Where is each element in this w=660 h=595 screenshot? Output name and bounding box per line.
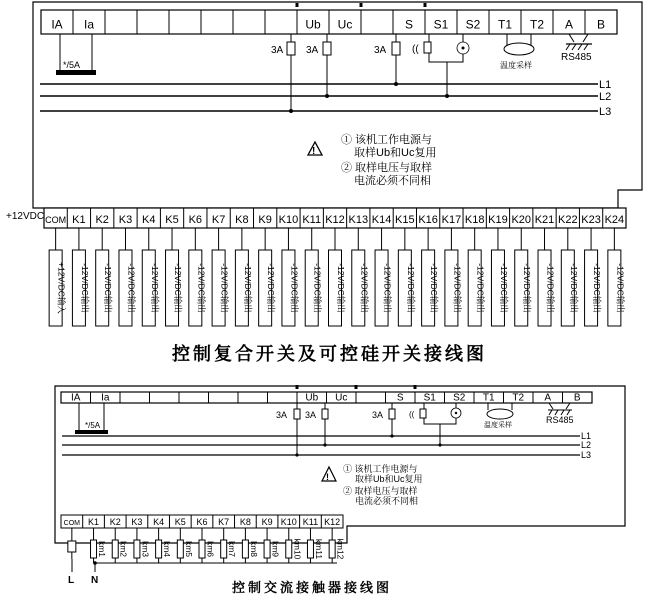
coil-label-7: km7: [227, 540, 238, 558]
sound-waves-icon: ((: [412, 44, 419, 55]
ssr-module-label-4: -12V/DC输出: [149, 263, 160, 313]
fuse-label-s: 3A: [374, 45, 387, 56]
current-transformer: [56, 34, 96, 75]
note2-line-3: ② 取样电压与取样: [343, 486, 418, 496]
bottom-terminal-20: K20: [511, 214, 532, 226]
bottom-terminal-11: K11: [302, 214, 322, 226]
bottom-terminal-23: K23: [581, 214, 601, 226]
bottom2-terminal-5: K5: [174, 517, 186, 527]
warning-icon-2: [322, 467, 336, 481]
bottom-terminal-8: K8: [235, 214, 249, 226]
ssr-module-label-15: -12V/DC输出: [405, 263, 416, 313]
ssr-module-label-21: -12V/DC输出: [545, 263, 556, 313]
contactor-coil-8: [242, 540, 248, 558]
contactor-coil-9: [264, 540, 270, 558]
top2-terminal-8: Ub: [305, 392, 319, 404]
ssr-module-label-1: -12V/DC输出: [79, 263, 90, 313]
alarm-and-fan-2: [409, 403, 461, 447]
contactor-coil-5: [177, 540, 183, 558]
top2-terminal-13: S2: [453, 392, 466, 404]
buzzer-icon-2: [420, 409, 426, 418]
sound-waves-icon-2: ((: [409, 410, 415, 419]
ssr-module-label-6: -12V/DC输出: [196, 263, 207, 313]
top-terminal-13: S2: [465, 17, 481, 32]
sensor-icon: [504, 43, 534, 55]
ssr-module-label-0: +12V/DC输入: [56, 262, 67, 314]
bottom2-terminal-9: K9: [261, 517, 273, 527]
note-line-3: ② 取样电压与取样: [341, 162, 433, 174]
ssr-module-label-9: -12V/DC输出: [266, 263, 277, 313]
bottom2-terminal-8: K8: [239, 517, 251, 527]
ssr-module-label-13: -12V/DC输出: [359, 263, 370, 313]
ssr-module-label-19: -12V/DC输出: [498, 263, 509, 313]
fuse2-label-ub: 3A: [276, 410, 288, 420]
top-terminal-9: Uc: [337, 17, 353, 32]
bottom-terminal-21: K21: [534, 214, 555, 226]
caption-2: 控制交流接触器接线图: [232, 580, 393, 595]
note2-line-1: ① 该机工作电源与: [343, 464, 418, 474]
contactor-coil-7: [221, 540, 227, 558]
top2-terminal-11: S: [396, 392, 404, 404]
ssr-module-label-10: -12V/DC输出: [289, 263, 300, 313]
coil-label-8: km8: [248, 540, 259, 558]
bottom2-terminal-11: K11: [302, 517, 319, 527]
contactor-coil-1: [91, 540, 97, 558]
ssr-module-label-14: -12V/DC输出: [382, 263, 393, 313]
bottom2-terminal-1: K1: [88, 517, 100, 527]
ssr-module-label-11: -12V/DC输出: [312, 263, 323, 313]
buzzer-icon: [424, 42, 431, 53]
temperature-sensor-1: [500, 34, 534, 70]
svg-text:!: !: [326, 472, 329, 482]
contactor-coil-3: [134, 540, 140, 558]
top2-terminal-0: IA: [71, 392, 81, 404]
ssr-module-label-20: -12V/DC输出: [522, 263, 533, 313]
ssr-module-label-22: -12V/DC输出: [568, 263, 579, 313]
top-terminal-15: T2: [529, 17, 545, 32]
ssr-modules: [49, 228, 625, 326]
line-label-l2: L2: [599, 91, 612, 103]
contactor-coil-12: [329, 540, 335, 558]
warning-notes-1: [308, 132, 437, 187]
bottom2-terminal-2: K2: [109, 517, 121, 527]
bottom-terminal-1: K1: [72, 214, 86, 226]
bottom2-terminal-6: K6: [196, 517, 208, 527]
ct-label-2: */5A: [85, 421, 101, 430]
coil-label-11: km11: [313, 538, 324, 560]
contactor-coil-6: [199, 540, 205, 558]
bottom2-terminal-7: K7: [218, 517, 230, 527]
bottom-terminal-15: K15: [395, 214, 415, 226]
bottom2-terminal-3: K3: [131, 517, 143, 527]
neutral-label-n: N: [91, 575, 99, 586]
ssr-module-label-16: -12V/DC输出: [429, 263, 440, 313]
rs485-label: RS485: [561, 52, 592, 63]
line2-label-l1: L1: [581, 431, 592, 441]
bottom-terminal-19: K19: [488, 214, 508, 226]
bottom-terminal-3: K3: [118, 214, 133, 226]
bottom-terminal-12: K12: [325, 214, 345, 226]
note2-line-2: 取样Ub和Uc复用: [355, 474, 423, 484]
current-transformer-2: [75, 403, 108, 434]
line-label-l3: L3: [599, 106, 612, 118]
ssr-module-label-7: -12V/DC输出: [219, 263, 230, 313]
fuse-label-ub: 3A: [271, 45, 284, 56]
fuses-1: [271, 34, 400, 113]
bottom2-terminal-4: K4: [153, 517, 165, 527]
bus-lines-1: [40, 79, 611, 118]
bottom2-terminal-0: COM: [63, 520, 81, 527]
top-terminal-1: Ia: [83, 17, 95, 32]
sensor-label-2: 温度采样: [484, 422, 512, 429]
coil-label-2: km2: [118, 540, 129, 558]
ssr-module-label-5: -12V/DC输出: [173, 263, 184, 313]
rs485-port-1: [561, 34, 592, 63]
top-terminal-11: S: [404, 17, 414, 32]
ssr-module-label-2: -12V/DC输出: [103, 263, 114, 313]
contactor-coils: [68, 528, 346, 563]
coil-label-12: km12: [335, 538, 346, 560]
fuse2-label-uc: 3A: [305, 410, 317, 420]
bottom-terminal-5: K5: [165, 214, 179, 226]
contactor-coil-10: [286, 540, 292, 558]
top-terminal-16: A: [564, 17, 574, 32]
ssr-module-label-18: -12V/DC输出: [475, 263, 486, 313]
temperature-sensor-2: [484, 403, 513, 429]
fuse-label-uc: 3A: [306, 45, 319, 56]
bottom-terminal-14: K14: [371, 214, 392, 226]
ct-label: */5A: [63, 60, 81, 70]
bottom2-terminal-12: K12: [324, 517, 341, 527]
neutral-label-l: L: [68, 575, 75, 586]
fuse2-label-s: 3A: [372, 410, 384, 420]
top-terminal-17: B: [596, 17, 606, 32]
bottom-terminal-0: COM: [45, 215, 67, 225]
top-terminal-strip-2: [61, 385, 592, 404]
line2-label-l3: L3: [581, 450, 592, 460]
bottom-terminal-9: K9: [258, 214, 272, 226]
bottom-terminal-13: K13: [348, 214, 369, 226]
bottom-terminal-10: K10: [278, 214, 299, 226]
bottom-terminal-22: K22: [558, 214, 578, 226]
top2-terminal-9: Uc: [335, 392, 348, 404]
line2-label-l2: L2: [581, 440, 592, 450]
bottom-terminal-18: K18: [464, 214, 485, 226]
warning-notes-2: [322, 463, 423, 506]
bottom2-terminal-10: K10: [280, 517, 297, 527]
ssr-module-label-23: -12V/DC输出: [592, 263, 603, 313]
top-terminal-12: S1: [433, 17, 449, 32]
coil-label-9: km9: [270, 540, 281, 558]
note-line-1: ① 该机工作电源与: [341, 134, 433, 146]
top2-terminal-12: S1: [423, 392, 436, 404]
sensor-icon-2: [487, 409, 513, 419]
bottom-terminal-16: K16: [418, 214, 438, 226]
ssr-module-label-8: -12V/DC输出: [242, 263, 253, 313]
note-line-2: 取样Ub和Uc复用: [354, 147, 437, 159]
top-terminal-14: T1: [497, 17, 513, 32]
bottom-terminal-strip-1: [44, 208, 626, 228]
contactor-coil-2: [112, 540, 118, 558]
bottom-terminal-17: K17: [441, 214, 462, 226]
fuses-2: [276, 403, 395, 457]
bottom-terminal-4: K4: [142, 214, 156, 226]
coil-label-4: km4: [162, 540, 173, 558]
contactor-coil-11: [307, 540, 313, 558]
com-fuse: [68, 541, 76, 552]
coil-label-10: km10: [292, 538, 303, 560]
ssr-module-label-3: -12V/DC输出: [126, 263, 137, 313]
line-label-l1: L1: [599, 79, 612, 91]
caption-1: 控制复合开关及可控硅开关接线图: [172, 344, 487, 364]
bottom-terminal-2: K2: [95, 214, 109, 226]
coil-label-3: km3: [140, 540, 151, 558]
top2-terminal-14: T1: [482, 392, 495, 404]
bottom-terminal-strip-2: [61, 515, 343, 528]
top-terminal-0: IA: [51, 17, 63, 32]
note2-line-4: 电流必须不同相: [355, 496, 419, 506]
bottom-terminal-6: K6: [188, 214, 203, 226]
contactor-coil-4: [156, 540, 162, 558]
ssr-module-label-24: -12V/DC输出: [615, 263, 626, 313]
coil-label-5: km5: [183, 540, 194, 558]
top2-terminal-15: T2: [512, 392, 525, 404]
top2-terminal-16: A: [544, 392, 552, 404]
top-terminal-strip-1: [41, 3, 617, 34]
bottom-terminal-7: K7: [211, 214, 226, 226]
top2-terminal-1: Ia: [101, 392, 110, 404]
bottom-terminal-24: K24: [604, 214, 625, 226]
coil-label-1: km1: [97, 540, 108, 558]
coil-label-6: km6: [205, 540, 216, 558]
top-terminal-8: Ub: [305, 17, 321, 32]
top2-terminal-17: B: [573, 392, 581, 404]
sensor-label: 温度采样: [500, 61, 532, 70]
power-label: +12VDC: [6, 211, 45, 222]
alarm-and-fan-1: [412, 34, 469, 98]
rs485-port-2: [546, 403, 574, 425]
note-line-4: 电流必须不同相: [354, 175, 431, 187]
ssr-module-label-12: -12V/DC输出: [336, 263, 346, 313]
rs485-label-2: RS485: [546, 415, 574, 425]
ssr-module-label-17: -12V/DC输出: [452, 263, 463, 313]
svg-text:!: !: [312, 146, 316, 157]
